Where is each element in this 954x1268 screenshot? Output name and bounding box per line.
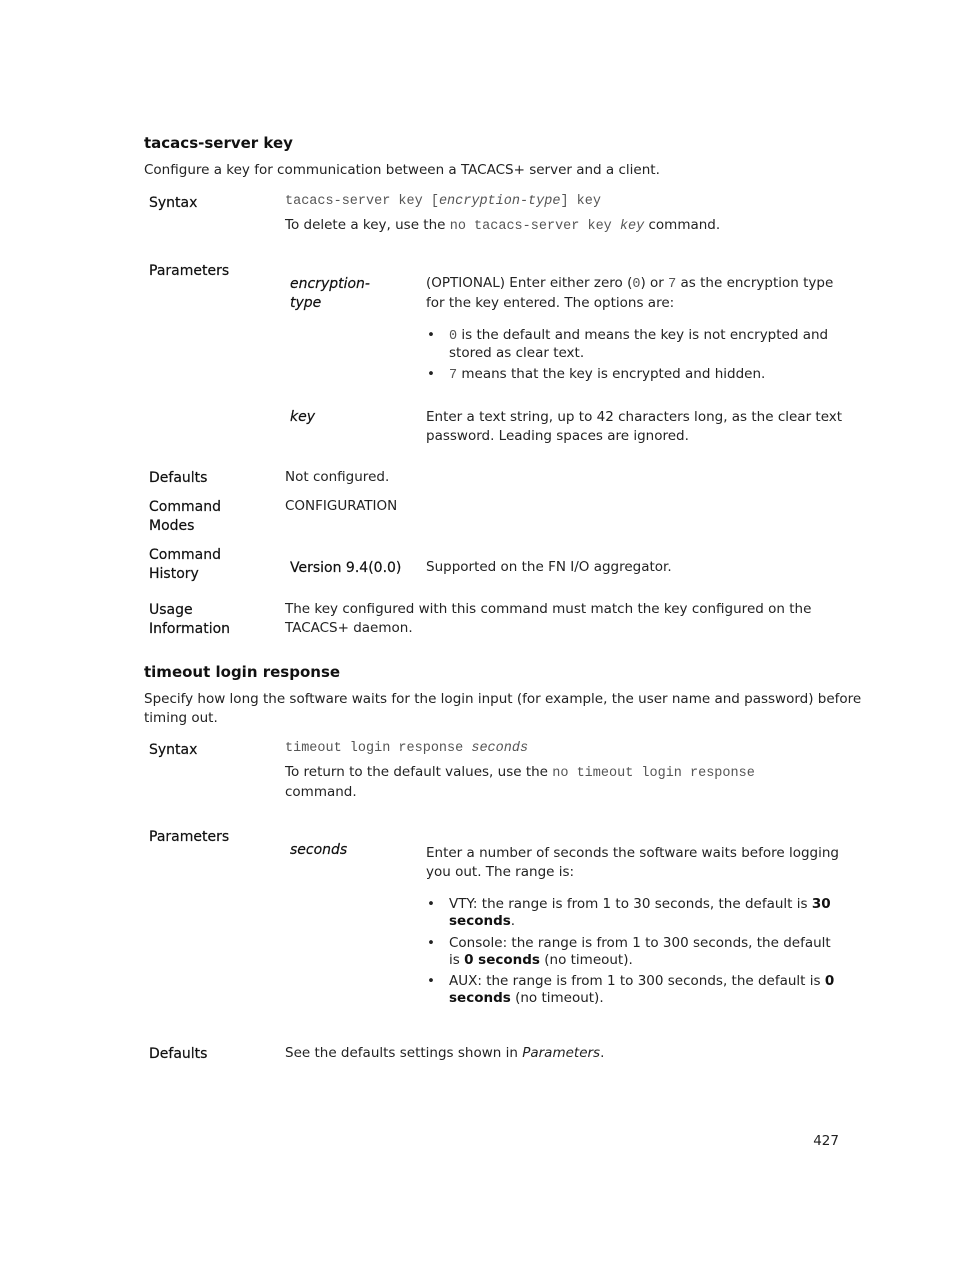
param-seconds: seconds bbox=[290, 842, 348, 858]
history-description: Supported on the FN I/O aggregator. bbox=[426, 559, 672, 575]
defaults-value: Not configured. bbox=[285, 469, 390, 485]
syntax-command: timeout login response seconds bbox=[285, 741, 529, 756]
list-item: • 0 is the default and means the key is not encrypted and stored as clear text. bbox=[427, 327, 829, 361]
param-encryption-type-description: (OPTIONAL) Enter either zero (0) or 7 as the encryption type for the key entered. The options are: bbox=[426, 275, 834, 311]
page-number: 427 bbox=[813, 1133, 839, 1149]
command-modes-value: CONFIGURATION bbox=[285, 498, 398, 514]
section-title-tacacs-server-key: tacacs-server key bbox=[144, 134, 293, 152]
syntax-note: To delete a key, use the no tacacs-server key key command. bbox=[285, 217, 721, 234]
usage-information-label: Usage Information bbox=[149, 602, 231, 637]
list-item: • AUX: the range is from 1 to 300 seconds, the default is 0 seconds (no timeout). bbox=[427, 973, 835, 1006]
list-item: • Console: the range is from 1 to 300 seconds, the default is 0 seconds (no timeout). bbox=[427, 935, 831, 968]
syntax-command: tacacs-server key [encryption-type] key bbox=[285, 194, 601, 209]
syntax-label: Syntax bbox=[149, 195, 198, 211]
defaults-value: See the defaults settings shown in Parameters. bbox=[285, 1045, 605, 1061]
command-history-label: Command History bbox=[149, 547, 221, 582]
history-version: Version 9.4(0.0) bbox=[290, 560, 402, 576]
usage-information-text: The key configured with this command must match the key configured on the TACACS+ daemon. bbox=[285, 601, 812, 636]
section-description: Configure a key for communication between a TACACS+ server and a client. bbox=[144, 162, 660, 178]
syntax-note: To return to the default values, use the no timeout login response command. bbox=[285, 764, 755, 800]
param-key-description: Enter a text string, up to 42 characters long, as the clear text password. Leading spaces are ignored. bbox=[426, 409, 843, 444]
list-item: • VTY: the range is from 1 to 30 seconds, the default is 30 seconds. bbox=[427, 896, 831, 929]
defaults-label: Defaults bbox=[149, 1046, 208, 1062]
parameters-label: Parameters bbox=[149, 829, 230, 845]
parameters-label: Parameters bbox=[149, 263, 230, 279]
param-key: key bbox=[290, 409, 316, 425]
defaults-label: Defaults bbox=[149, 470, 208, 486]
section-description: Specify how long the software waits for the login input (for example, the user name and password) before timing out. bbox=[144, 691, 862, 726]
section-title-timeout-login-response: timeout login response bbox=[144, 663, 341, 681]
command-modes-label: Command Modes bbox=[149, 499, 221, 534]
param-seconds-description: Enter a number of seconds the software waits before logging you out. The range is: bbox=[426, 845, 840, 880]
param-encryption-type: encryption- type bbox=[290, 276, 370, 311]
list-item: • 7 means that the key is encrypted and hidden. bbox=[427, 366, 766, 383]
syntax-label: Syntax bbox=[149, 742, 198, 758]
